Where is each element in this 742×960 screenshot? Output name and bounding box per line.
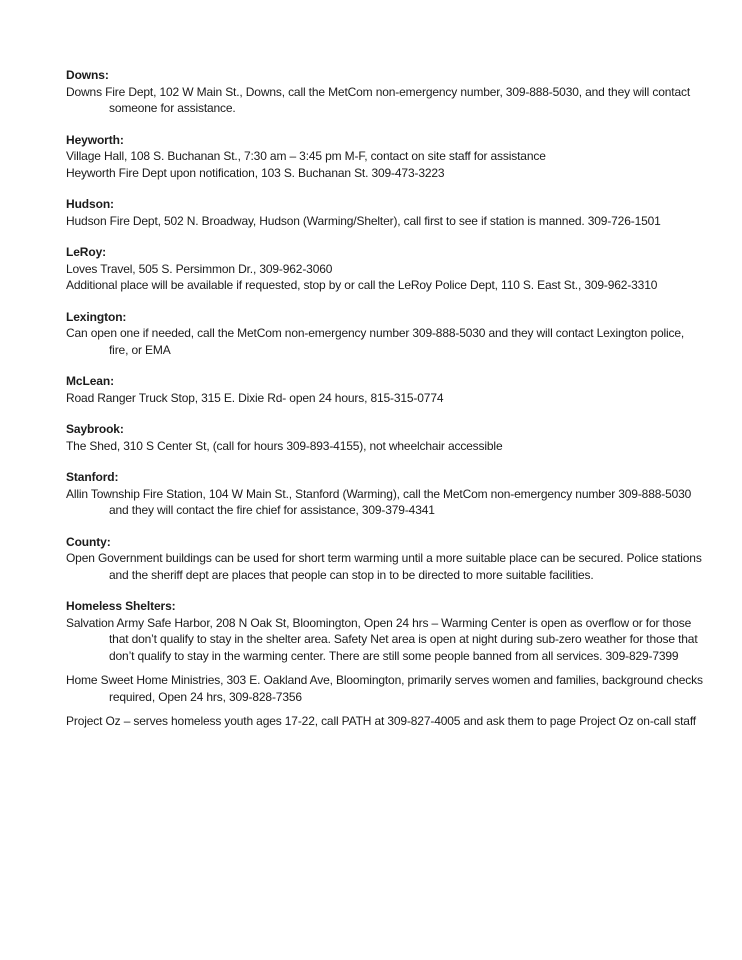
section-stanford — [66, 469, 706, 519]
section-homeless-shelters — [66, 598, 706, 730]
section-heading: McLean: — [66, 374, 114, 388]
section-lexington — [66, 309, 706, 359]
section-heading: Hudson: — [66, 197, 114, 211]
section-heading: Downs: — [66, 68, 109, 82]
section-entry: Can open one if needed, call the MetCom non-emergency number 309-888-5030 and they will contact Lexington police, fire, or EMA — [66, 326, 685, 357]
section-downs — [66, 67, 706, 117]
section-heading: LeRoy: — [66, 245, 107, 259]
section-entry: The Shed, 310 S Center St, (call for hours 309-893-4155), not wheelchair accessible — [66, 438, 503, 453]
section-entry: Project Oz – serves homeless youth ages 17-22, call PATH at 309-827-4005 and ask them to page Project Oz on-call staff — [66, 714, 696, 728]
section-entry: Heyworth Fire Dept upon notification, 103 S. Buchanan St. 309-473-3223 — [66, 165, 445, 180]
section-entry: Home Sweet Home Ministries, 303 E. Oakland Ave, Bloomington, primarily serves women and families, background checks required, Open 24 hrs, 309-828-7356 — [66, 673, 703, 704]
section-entry: Village Hall, 108 S. Buchanan St., 7:30 am – 3:45 pm M-F, contact on site staff for assistance — [66, 149, 546, 163]
section-heading: Heyworth: — [66, 132, 124, 147]
section-entry: Hudson Fire Dept, 502 N. Broadway, Hudson (Warming/Shelter), call first to see if station is manned. 309-726-1501 — [66, 213, 661, 228]
section-leroy — [66, 244, 706, 294]
section-entry: Salvation Army Safe Harbor, 208 N Oak St, Bloomington, Open 24 hrs – Warming Center is open as overflow or for those that don’t qualify to stay in the shelter area. Safety Net area is open at night during sub-zero weather for those that don’t qualify to stay in the warming center. There are still some people banned from all services. 309-829-7399 — [66, 615, 698, 663]
section-heading: Lexington: — [66, 309, 127, 324]
section-entry: Allin Township Fire Station, 104 W Main St., Stanford (Warming), call the MetCom non-emergency number 309-888-5030 and they will contact the fire chief for assistance, 309-379-4341 — [66, 486, 692, 517]
section-entry: Additional place will be available if requested, stop by or call the LeRoy Police Dept, 110 S. East St., 309-962-3310 — [66, 278, 658, 292]
warming-locations-list — [66, 67, 706, 745]
section-heading: Homeless Shelters: — [66, 599, 176, 613]
section-entry: Road Ranger Truck Stop, 315 E. Dixie Rd- open 24 hours, 815-315-0774 — [66, 390, 444, 405]
section-heading: Stanford: — [66, 470, 119, 484]
section-hudson — [66, 196, 706, 229]
section-entry: Loves Travel, 505 S. Persimmon Dr., 309-962-3060 — [66, 261, 333, 276]
section-heyworth — [66, 132, 706, 182]
section-entry: Open Government buildings can be used for short term warming until a more suitable place can be secured. Police stations and the sheriff dept are places that people can stop in to be directed to more suitable facilities. — [66, 551, 702, 582]
section-mclean — [66, 373, 706, 406]
section-heading: Saybrook: — [66, 422, 124, 436]
section-saybrook — [66, 421, 706, 454]
section-entry: Downs Fire Dept, 102 W Main St., Downs, call the MetCom non-emergency number, 309-888-5030, and they will contact someone for assistance. — [66, 84, 691, 115]
section-county — [66, 534, 706, 584]
section-heading: County: — [66, 534, 111, 549]
